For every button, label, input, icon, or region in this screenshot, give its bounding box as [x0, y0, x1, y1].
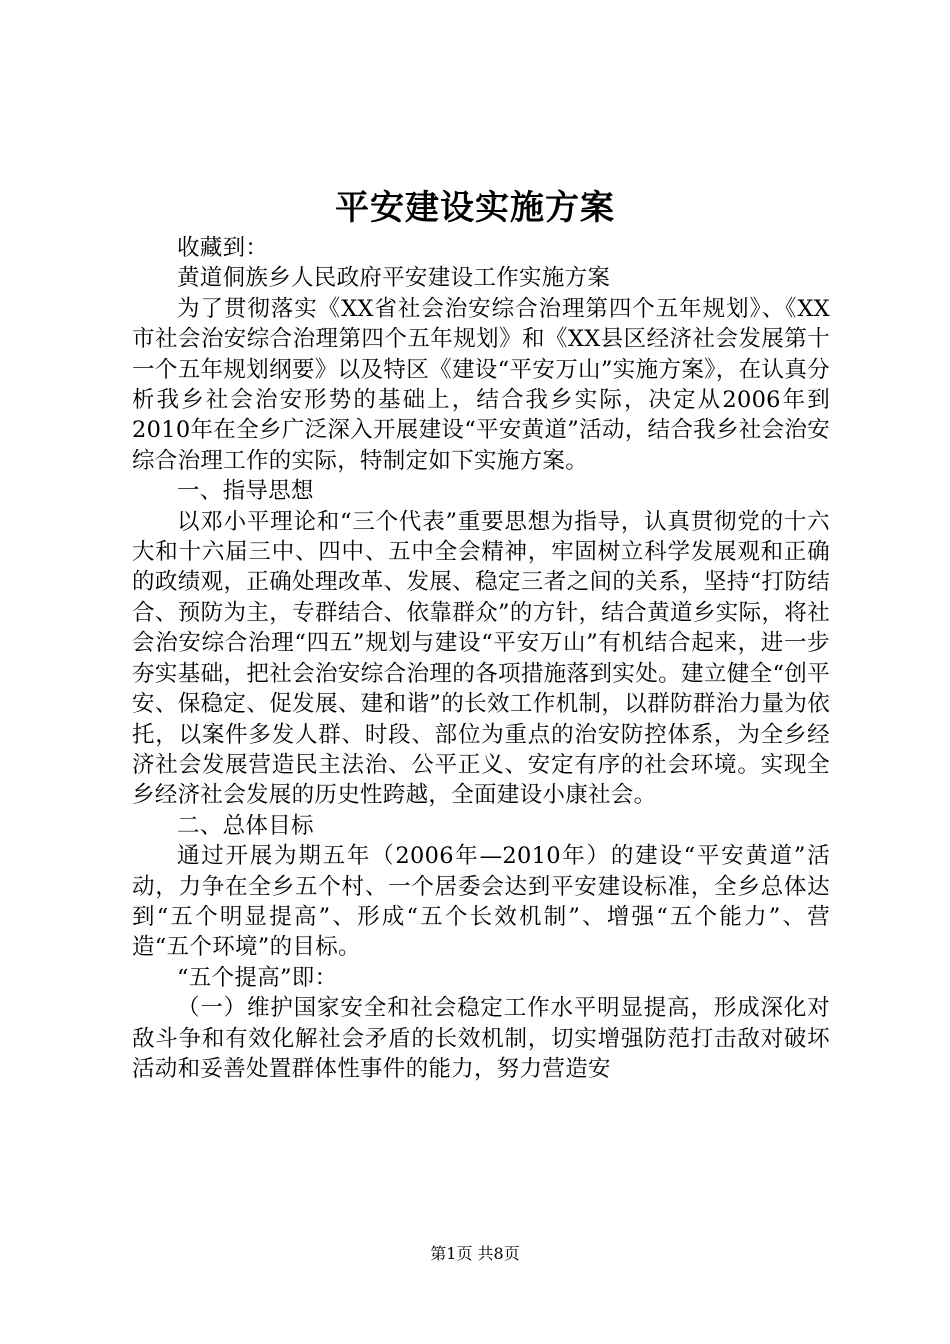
section-heading-overall-goal: 二、总体目标: [177, 812, 314, 839]
paragraph-item-one: （一）维护国家安全和社会稳定工作水平明显提高，形成深化对敌斗争和有效化解社会矛盾的长效机制，切实增强防范打击敌对破坏活动和妥善处置群体性事件的能力，努力营造安: [132, 995, 830, 1082]
paragraph-doc-heading: 黄道侗族乡人民政府平安建设工作实施方案: [177, 265, 611, 292]
paragraph-five-improvements: “五个提高”即：: [177, 964, 338, 991]
paragraph-overall-goal: 通过开展为期五年（2006年—2010年）的建设“平安黄道”活动，力争在全乡五个村、一个居委会达到平安建设标准，全乡总体达到“五个明显提高”、形成“五个长效机制”、增强“五个能力”、营造“五个环境”的目标。: [132, 843, 830, 961]
document-title: 平安建设实施方案: [335, 188, 615, 228]
section-heading-guiding-ideology: 一、指导思想: [177, 478, 314, 505]
paragraph-favorite: 收藏到：: [177, 235, 269, 261]
page-footer: 第1页 共8页: [430, 1244, 520, 1263]
document-body: [132, 233, 830, 1084]
paragraph-intro: 为了贯彻落实《XX省社会治安综合治理第四个五年规划》、《XX市社会治安综合治理第四个五年规划》和《XX县区经济社会发展第十一个五年规划纲要》以及特区《建设“平安万山”实施方案》，在认真分析我乡社会治安形势的基础上，结合我乡实际，决定从2006年到2010年在全乡广泛深入开展建设“平安黄道”活动，结合我乡社会治安综合治理工作的实际，特制定如下实施方案。: [132, 295, 830, 474]
paragraph-guiding-ideology: 以邓小平理论和“三个代表”重要思想为指导，认真贯彻党的十六大和十六届三中、四中、五中全会精神，牢固树立科学发展观和正确的政绩观，正确处理改革、发展、稳定三者之间的关系，坚持“打防结合、预防为主，专群结合、依靠群众”的方针，结合黄道乡实际，将社会治安综合治理“四五”规划与建设“平安万山”有机结合起来，进一步夯实基础，把社会治安综合治理的各项措施落到实处。建立健全“创平安、保稳定、促发展、建和谐”的长效工作机制，以群防群治力量为依托，以案件多发人群、时段、部位为重点的治安防控体系，为全乡经济社会发展营造民主法治、公平正义、安定有序的社会环境。实现全乡经济社会发展的历史性跨越，全面建设小康社会。: [132, 508, 830, 809]
